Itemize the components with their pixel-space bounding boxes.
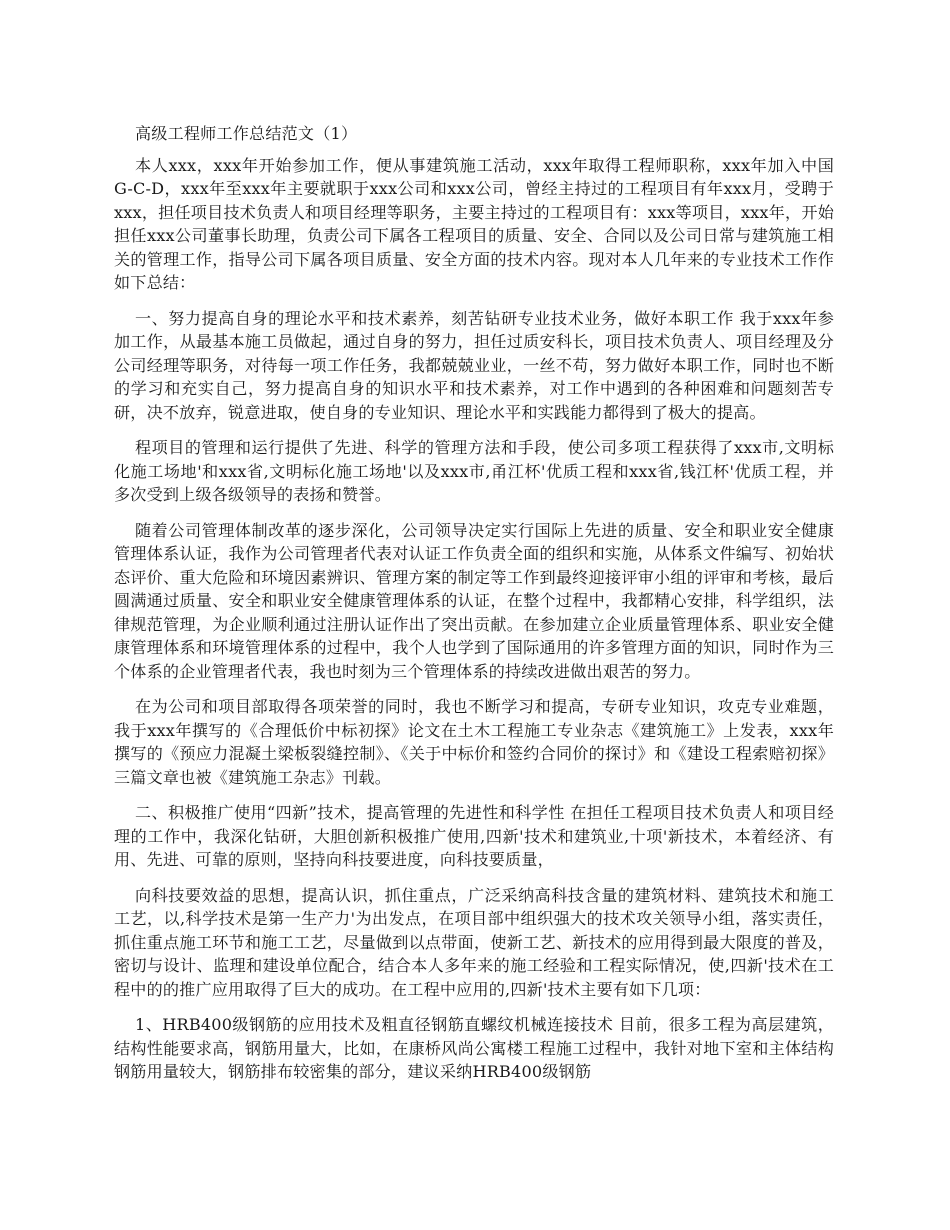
paragraph-technology: 向科技要效益的思想，提高认识，抓住重点，广泛采纳高科技含量的建筑材料、建筑技术和施工工艺，以,科学技术是第一生产力'为出发点，在项目部中组织强大的技术攻关领导小组，落实责任，抓住重点施工环节和施工工艺，尽量做到以点带面，使新工艺、新技术的应用得到最大限度的普及，密切与设计、监理和建设单位配合，结合本人多年来的施工经验和工程实际情况，使,四新'技术在工程中的的推广应用取得了巨大的成功。在工程中应用的,四新'技术主要有如下几项： bbox=[114, 885, 834, 999]
paragraph-awards: 程项目的管理和运行提供了先进、科学的管理方法和手段，使公司多项工程获得了xxx市,文明标化施工场地'和xxx省,文明标化施工场地'以及xxx市,甬江杯'优质工程和xxx省,钱江杯'优质工程，并多次受到上级各级领导的表扬和赞誉。 bbox=[114, 438, 834, 504]
paragraph-certification: 随着公司管理体制改革的逐步深化，公司领导决定实行国际上先进的质量、安全和职业安全健康管理体系认证，我作为公司管理者代表对认证工作负责全面的组织和实施，从体系文件编写、初始状态评价、重大危险和环境因素辨识、管理方案的制定等工作到最终迎接评审小组的评审和考核，最后圆满通过质量、安全和职业安全健康管理体系的认证，在整个过程中，我都精心安排，科学组织，法律规范管理，为企业顺利通过注册认证作出了突出贡献。在参加建立企业质量管理体系、职业安全健康管理体系和环境管理体系的过程中，我个人也学到了国际通用的许多管理方面的知识，同时作为三个体系的企业管理者代表，我也时刻为三个管理体系的持续改进做出艰苦的努力。 bbox=[114, 520, 834, 681]
paragraph-intro: 本人xxx，xxx年开始参加工作，便从事建筑施工活动，xxx年取得工程师职称，xxx年加入中国G-C-D，xxx年至xxx年主要就职于xxx公司和xxx公司，曾经主持过的工程项目有年xxx月，受聘于xxx，担任项目技术负责人和项目经理等职务，主要主持过的工程项目有：xxx等项目，xxx年，开始担任xxx公司董事长助理，负责公司下属各工程项目的质量、安全、合同以及公司日常与建筑施工相关的管理工作，指导公司下属各项目质量、安全方面的技术内容。现对本人几年来的专业技术工作作如下总结： bbox=[114, 155, 834, 292]
paragraph-section-2: 二、积极推广使用“四新”技术，提高管理的先进性和科学性 在担任工程项目技术负责人和项目经理的工作中，我深化钻研，大胆创新积极推广使用,四新'技术和建筑业,十项'新技术，本着经济、有用、先进、可靠的原则，坚持向科技要进度，向科技要质量， bbox=[114, 803, 834, 869]
document-title: 高级工程师工作总结范文（1） bbox=[135, 124, 358, 143]
document-body bbox=[114, 122, 834, 1096]
paragraph-item-1: 1、HRB400级钢筋的应用技术及粗直径钢筋直螺纹机械连接技术 目前，很多工程为高层建筑，结构性能要求高，钢筋用量大，比如，在康桥风尚公寓楼工程施工过程中，我针对地下室和主体结构钢筋用量较大，钢筋排布较密集的部分，建议采纳HRB400级钢筋 bbox=[114, 1015, 834, 1081]
paragraph-section-1: 一、努力提高自身的理论水平和技术素养，刻苦钻研专业技术业务，做好本职工作 我于xxx年参加工作，从最基本施工员做起，通过自身的努力，担任过质安科长，项目技术负责人、项目经理及分公司经理等职务，对待每一项工作任务，我都兢兢业业，一丝不苟，努力做好本职工作，同时也不断的学习和充实自己，努力提高自身的知识水平和技术素养，对工作中遇到的各种困难和问题刻苦专研，决不放弃，锐意进取，使自身的专业知识、理论水平和实践能力都得到了极大的提高。 bbox=[114, 308, 834, 422]
paragraph-publications: 在为公司和项目部取得各项荣誉的同时，我也不断学习和提高，专研专业知识，攻克专业难题，我于xxx年撰写的《合理低价中标初探》论文在土木工程施工专业杂志《建筑施工》上发表，xxx年撰写的《预应力混凝土梁板裂缝控制》、《关于中标价和签约合同价的探讨》和《建设工程索赔初探》三篇文章也被《建筑施工杂志》刊载。 bbox=[114, 697, 834, 787]
